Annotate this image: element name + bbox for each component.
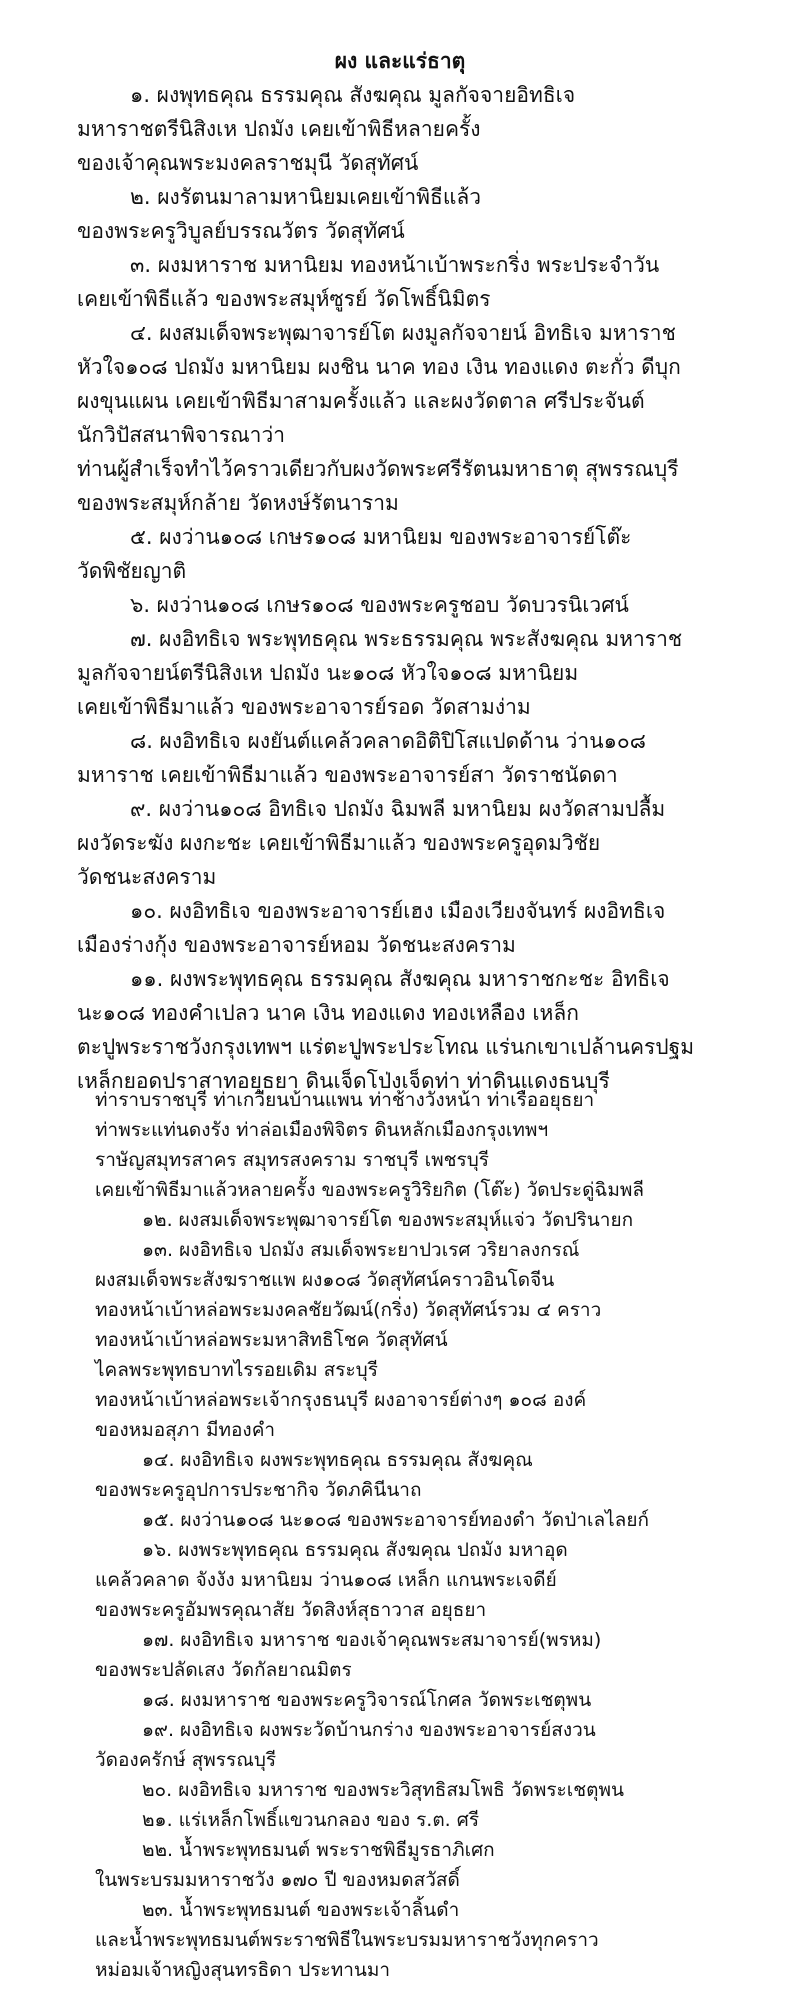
text-line: ๒. ผงรัตนมาลามหานิยมเคยเข้าพิธีแล้ว: [130, 185, 482, 209]
text-line: ของพระปลัดเสง วัดกัลยาณมิตร: [95, 1659, 352, 1681]
text-line: ๑๗. ผงอิทธิเจ มหาราช ของเจ้าคุณพระสมาจารย์(พรหม): [142, 1629, 602, 1651]
text-line: มหาราช เคยเข้าพิธีมาแล้ว ของพระอาจารย์สา วัดราชนัดดา: [77, 763, 618, 787]
text-line: หม่อมเจ้าหญิงสุนทรธิดา ประทานมา: [95, 1959, 391, 1981]
text-line: ของพระครูวิบูลย์บรรณวัตร วัดสุทัศน์: [77, 219, 405, 243]
text-line: ๒๑. แร่เหล็กโพธิ์แขวนกลอง ของ ร.ต. ศรี: [142, 1809, 480, 1831]
text-line: ไคลพระพุทธบาทไรรอยเดิม สระบุรี: [95, 1359, 378, 1381]
document-title: ผง และแร่ธาตุ: [334, 49, 466, 73]
text-line: ๙. ผงว่าน๑๐๘ อิทธิเจ ปถมัง ฉิมพลี มหานิยม ผงวัดสามปลื้ม: [130, 797, 666, 821]
text-line: ของพระสมุห์กล้าย วัดหงษ์รัตนาราม: [77, 491, 399, 515]
text-line: ท่าพระแท่นดงรัง ท่าล่อเมืองพิจิตร ดินหลักเมืองกรุงเทพฯ: [95, 1119, 549, 1141]
text-line: ๑๔. ผงอิทธิเจ ผงพระพุทธคุณ ธรรมคุณ สังฆคุณ: [142, 1449, 533, 1471]
text-line: เคยเข้าพิธีมาแล้วหลายครั้ง ของพระครูวิริยกิต (โต๊ะ) วัดประดู่ฉิมพลี: [95, 1179, 645, 1201]
text-line: ๑๑. ผงพระพุทธคุณ ธรรมคุณ สังฆคุณ มหาราชกะชะ อิทธิเจ: [130, 967, 670, 991]
text-line: ๑๓. ผงอิทธิเจ ปถมัง สมเด็จพระยาปวเรศ วริยาลงกรณ์: [142, 1239, 580, 1261]
text-line: เคยเข้าพิธีแล้ว ของพระสมุห์ซูรย์ วัดโพธิ์นิมิตร: [77, 287, 491, 311]
text-line: ๑๒. ผงสมเด็จพระพุฒาจารย์โต ของพระสมุห์แจ่ว วัดปรินายก: [142, 1209, 634, 1231]
text-line: ผงขุนแผน เคยเข้าพิธีมาสามครั้งแล้ว และผงวัดตาล ศรีประจันต์: [77, 389, 645, 413]
text-line: ผงสมเด็จพระสังฆราชแพ ผง๑๐๘ วัดสุทัศน์คราวอินโดจีน: [95, 1269, 555, 1291]
text-line: ท่าราบราชบุรี ท่าเกวียนบ้านแพน ท่าช้างวังหน้า ท่าเรืออยุธยา: [95, 1089, 595, 1111]
text-line: ๗. ผงอิทธิเจ พระพุทธคุณ พระธรรมคุณ พระสังฆคุณ มหาราช: [130, 627, 683, 651]
text-line: มูลกัจจายน์ตรีนิสิงเห ปถมัง นะ๑๐๘ หัวใจ๑๐๘ มหานิยม: [77, 661, 579, 685]
text-line: ในพระบรมมหาราชวัง ๑๗๐ ปี ของหมดสวัสดิ์: [95, 1869, 460, 1891]
text-line: ๔. ผงสมเด็จพระพุฒาจารย์โต ผงมูลกัจจายน์ อิทธิเจ มหาราช: [130, 321, 676, 345]
text-line: ๒๒. น้ำพระพุทธมนต์ พระราชพิธีมูรธาภิเศก: [142, 1839, 495, 1861]
text-line: ทองหน้าเบ้าหล่อพระมหาสิทธิโชค วัดสุทัศน์: [95, 1329, 448, 1351]
text-line: ๑๐. ผงอิทธิเจ ของพระอาจารย์เฮง เมืองเวียงจันทร์ ผงอิทธิเจ: [130, 899, 666, 923]
text-line: ของพระครูอุปการประชากิจ วัดภคินีนาถ: [95, 1479, 422, 1501]
text-line: วัดองครักษ์ สุพรรณบุรี: [95, 1749, 277, 1771]
text-line: นะ๑๐๘ ทองคำเปลว นาค เงิน ทองแดง ทองเหลือง เหล็ก: [77, 1001, 579, 1025]
text-line: ของพระครูอัมพรคุณาสัย วัดสิงห์สุธาวาส อยุธยา: [95, 1599, 487, 1621]
text-line: ราษัญสมุทรสาคร สมุทรสงคราม ราชบุรี เพชรบุรี: [95, 1149, 489, 1171]
text-line: เหล็กยอดปราสาทอยุธยา ดินเจ็ดโป่งเจ็ดท่า ท่าดินแดงธนบุรี: [77, 1069, 610, 1093]
text-line: นักวิปัสสนาพิจารณาว่า: [77, 423, 286, 447]
text-line: ๑๙. ผงอิทธิเจ ผงพระวัดบ้านกร่าง ของพระอาจารย์สงวน: [142, 1719, 596, 1741]
text-line: ๑๖. ผงพระพุทธคุณ ธรรมคุณ สังฆคุณ ปถมัง มหาอุด: [142, 1539, 568, 1561]
text-line: ๒๓. น้ำพระพุทธมนต์ ของพระเจ้าลิ้นดำ: [142, 1899, 460, 1921]
text-line: หัวใจ๑๐๘ ปถมัง มหานิยม ผงชิน นาค ทอง เงิน ทองแดง ตะกั่ว ดีบุก: [77, 355, 681, 379]
text-line: ๑๕. ผงว่าน๑๐๘ นะ๑๐๘ ของพระอาจารย์ทองดำ วัดป่าเลไลยก์: [142, 1509, 649, 1531]
text-line: ท่านผู้สำเร็จทำไว้คราวเดียวกับผงวัดพระศรีรัตนมหาธาตุ สุพรรณบุรี: [77, 457, 679, 481]
text-line: เคยเข้าพิธีมาแล้ว ของพระอาจารย์รอด วัดสามง่าม: [77, 695, 531, 719]
text-line: ทองหน้าเบ้าหล่อพระมงคลชัยวัฒน์(กริ่ง) วัดสุทัศน์รวม ๔ คราว: [95, 1299, 602, 1321]
text-line: มหาราชตรีนิสิงเห ปถมัง เคยเข้าพิธีหลายครั้ง: [77, 117, 481, 141]
text-line: ผงวัดระฆัง ผงกะชะ เคยเข้าพิธีมาแล้ว ของพระครูอุดมวิชัย: [77, 831, 601, 855]
text-line: ๘. ผงอิทธิเจ ผงยันต์แคล้วคลาดอิติปิโสแปดด้าน ว่าน๑๐๘: [130, 729, 646, 753]
text-line: ของเจ้าคุณพระมงคลราชมุนี วัดสุทัศน์: [77, 151, 419, 175]
text-line: ตะปูพระราชวังกรุงเทพฯ แร่ตะปูพระประโทณ แร่นกเขาเปล้านครปฐม: [77, 1035, 695, 1059]
text-line: แคล้วคลาด จังงัง มหานิยม ว่าน๑๐๘ เหล็ก แกนพระเจดีย์: [95, 1569, 557, 1591]
text-line: ของหมอสุภา มีทองคำ: [95, 1419, 276, 1441]
text-line: วัดชนะสงคราม: [77, 865, 217, 889]
text-line: ๓. ผงมหาราช มหานิยม ทองหน้าเบ้าพระกริ่ง พระประจำวัน: [130, 253, 660, 277]
text-line: และน้ำพระพุทธมนต์พระราชพิธีในพระบรมมหาราชวังทุกคราว: [95, 1929, 599, 1951]
text-line: ๕. ผงว่าน๑๐๘ เกษร๑๐๘ มหานิยม ของพระอาจารย์โต๊ะ: [130, 525, 632, 549]
text-line: ทองหน้าเบ้าหล่อพระเจ้ากรุงธนบุรี ผงอาจารย์ต่างๆ ๑๐๘ องค์: [95, 1389, 587, 1411]
text-line: วัดพิชัยญาติ: [77, 559, 187, 583]
text-line: ๑๘. ผงมหาราช ของพระครูวิจารณ์โกศล วัดพระเชตุพน: [142, 1689, 592, 1711]
text-line: ๖. ผงว่าน๑๐๘ เกษร๑๐๘ ของพระครูชอบ วัดบวรนิเวศน์: [130, 593, 629, 617]
text-line: ๑. ผงพุทธคุณ ธรรมคุณ สังฆคุณ มูลกัจจายอิทธิเจ: [130, 83, 576, 107]
text-line: เมืองร่างกุ้ง ของพระอาจารย์หอม วัดชนะสงคราม: [77, 933, 516, 957]
text-line: ๒๐. ผงอิทธิเจ มหาราช ของพระวิสุทธิสมโพธิ วัดพระเชตุพน: [142, 1779, 625, 1801]
